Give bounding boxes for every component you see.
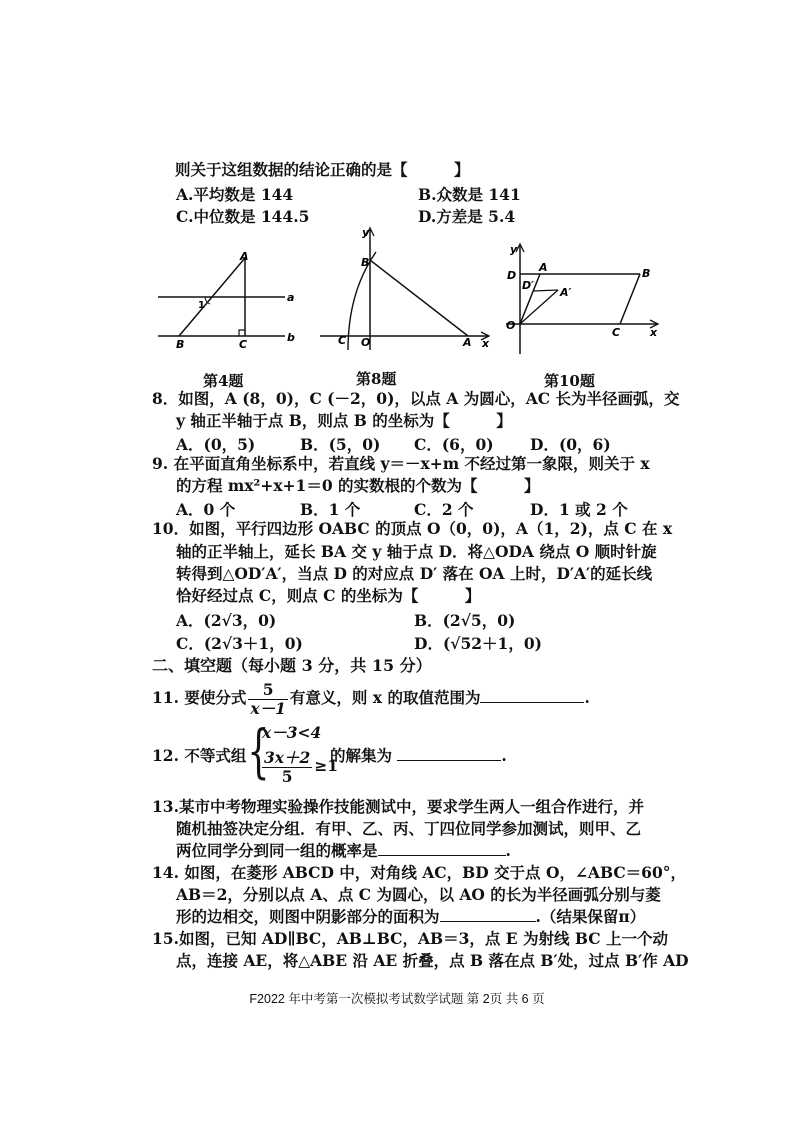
q13-line-3-text: 两位同学分到同一组的概率是 bbox=[176, 841, 378, 860]
figure-q4 bbox=[150, 248, 300, 353]
q14-line-3-text: 形的边相交，则图中阴影部分的面积为 bbox=[176, 907, 440, 926]
q9-line-2: 的方程 mx²+x+1＝0 的实数根的个数为【 】 bbox=[176, 476, 540, 495]
fig10-label-o: O bbox=[506, 319, 516, 332]
fig4-label-a-point: A bbox=[240, 250, 249, 263]
q8-option-b: B．(5，0) bbox=[300, 435, 381, 454]
fig10-label-x: x bbox=[650, 326, 658, 339]
q7-option-c: C.中位数是 144.5 bbox=[176, 207, 310, 226]
q13-line-2: 随机抽签决定分组．有甲、乙、丙、丁四位同学参加测试，则甲、乙 bbox=[176, 819, 642, 838]
q11-numerator: 5 bbox=[248, 681, 288, 700]
q7-stem: 则关于这组数据的结论正确的是【 】 bbox=[175, 160, 470, 179]
q14-line-2: AB＝2，分别以点 A、点 C 为圆心，以 AO 的长为半径画弧分别与菱 bbox=[176, 885, 661, 904]
fig10-label-a-prime: A′ bbox=[560, 286, 572, 299]
q10-line-3: 转得到△OD′A′，当点 D 的对应点 D′ 落在 OA 上时，D′A′的延长线 bbox=[176, 564, 653, 583]
q10-option-c: C．(2√3＋1，0) bbox=[176, 634, 303, 653]
q10-option-b: B．(2√5，0) bbox=[414, 611, 516, 630]
q12-inequality-2 bbox=[260, 747, 338, 786]
q11-suffix: 有意义，则 x 的取值范围为 bbox=[289, 688, 481, 707]
fig4-label-c-point: C bbox=[239, 338, 248, 351]
q12-fraction bbox=[262, 749, 312, 786]
q9-line-1: 9. 在平面直角坐标系中，若直线 y＝－x+m 不经过第一象限，则关于 x bbox=[152, 454, 650, 473]
q12-answer-blank bbox=[397, 746, 501, 761]
q13-line-1: 13.某市中考物理实验操作技能测试中，要求学生两人一组合作进行，并 bbox=[152, 797, 644, 816]
q12-suffix: 的解集为 . bbox=[330, 746, 507, 765]
fig8-label-a: A bbox=[463, 336, 472, 349]
q7-option-a: A.平均数是 144 bbox=[176, 185, 294, 204]
fig10-caption: 第10题 bbox=[544, 372, 595, 390]
q7-option-d: D.方差是 5.4 bbox=[418, 207, 516, 226]
q14-line-3 bbox=[176, 907, 645, 927]
fig4-label-b-point: B bbox=[176, 338, 185, 351]
q15-line-2: 点，连接 AE，将△ABE 沿 AE 折叠，点 B 落在点 B′处，过点 B′作 AD bbox=[176, 951, 689, 970]
fig10-label-d: D bbox=[507, 269, 517, 282]
q8-option-c: C．(6，0) bbox=[414, 435, 494, 454]
q12-ge: ≥1 bbox=[314, 756, 339, 775]
fig10-label-a: A bbox=[539, 261, 548, 274]
figure-q8 bbox=[318, 222, 498, 354]
q13-answer-blank bbox=[378, 841, 506, 856]
page-footer: F2022 年中考第一次模拟考试数学试题 第 2页 共 6 页 bbox=[249, 992, 545, 1006]
fig10-label-y: y bbox=[510, 243, 518, 256]
fig8-label-c: C bbox=[338, 334, 347, 347]
q10-line-1: 10．如图，平行四边形 OABC 的顶点 O（0，0)，A（1，2)，点 C 在 x bbox=[152, 519, 673, 538]
q11-answer-blank bbox=[480, 688, 584, 703]
fig10-label-c: C bbox=[612, 326, 621, 339]
q14-line-1: 14. 如图，在菱形 ABCD 中，对角线 AC，BD 交于点 O，∠ABC＝60°， bbox=[152, 863, 687, 882]
q12-denominator: 5 bbox=[281, 766, 293, 786]
q8-line-2: y 轴正半轴于点 B，则点 B 的坐标为【 】 bbox=[176, 411, 512, 430]
fig10-label-d-prime: D′ bbox=[522, 279, 535, 292]
fig8-label-x: x bbox=[482, 337, 490, 350]
q12-numerator: 3x＋2 bbox=[264, 747, 311, 767]
q13-line-3: 两位同学分到同一组的概率是 . bbox=[176, 841, 511, 860]
fig8-label-y: y bbox=[362, 226, 370, 239]
q9-option-d: D．1 或 2 个 bbox=[530, 500, 628, 519]
q14-line-3-note: .（结果保留π） bbox=[535, 907, 646, 926]
fig10-label-b: B bbox=[642, 267, 651, 280]
q11-denominator: x－1 bbox=[250, 698, 286, 718]
fig8-label-o: O bbox=[361, 336, 371, 349]
fig4-label-a-line: a bbox=[287, 291, 295, 304]
q8-option-a: A．(0，5) bbox=[176, 435, 256, 454]
fig8-caption: 第8题 bbox=[356, 370, 397, 388]
q7-option-b: B.众数是 141 bbox=[418, 185, 521, 204]
fig4-label-b-line: b bbox=[287, 331, 295, 344]
q15-line-1: 15.如图，已知 AD∥BC，AB⊥BC，AB＝3，点 E 为射线 BC 上一个动 bbox=[152, 929, 669, 948]
q12-prefix: 12. 不等式组 bbox=[152, 746, 247, 765]
q9-option-b: B．1 个 bbox=[300, 500, 361, 519]
q12-solution-label: 的解集为 bbox=[330, 746, 393, 765]
q8-option-d: D．(0，6) bbox=[530, 435, 611, 454]
q11-prefix: 11. 要使分式 bbox=[152, 688, 247, 707]
q10-line-4: 恰好经过点 C，则点 C 的坐标为【 】 bbox=[176, 586, 481, 605]
q8-line-1: 8．如图，A (8，0)，C (－2，0)，以点 A 为圆心，AC 长为半径画弧，交 bbox=[152, 389, 680, 408]
q11: 11. 要使分式 $\frac{5}{x-1}$ 有意义，则 x 的取值范围为 . bbox=[152, 679, 590, 718]
q14-answer-blank bbox=[440, 907, 536, 922]
q11-fraction bbox=[248, 681, 288, 718]
q12-brace: { bbox=[247, 717, 270, 785]
q12-inequality-1: x－3<4 bbox=[262, 723, 322, 742]
fig4-caption: 第4题 bbox=[203, 372, 244, 390]
q9-option-a: A．0 个 bbox=[176, 500, 236, 519]
q10-line-2: 轴的正半轴上，延长 BA 交 y 轴于点 D．将△ODA 绕点 O 顺时针旋 bbox=[176, 542, 657, 561]
q10-option-d: D．(√52＋1，0) bbox=[414, 634, 542, 653]
figure-q10 bbox=[500, 238, 670, 358]
fig4-label-one: 1 bbox=[198, 300, 205, 311]
section-2-heading: 二、填空题（每小题 3 分，共 15 分） bbox=[152, 656, 432, 675]
q9-option-c: C．2 个 bbox=[414, 500, 474, 519]
fig8-label-b: B bbox=[361, 256, 370, 269]
q10-option-a: A．(2√3，0) bbox=[176, 611, 277, 630]
